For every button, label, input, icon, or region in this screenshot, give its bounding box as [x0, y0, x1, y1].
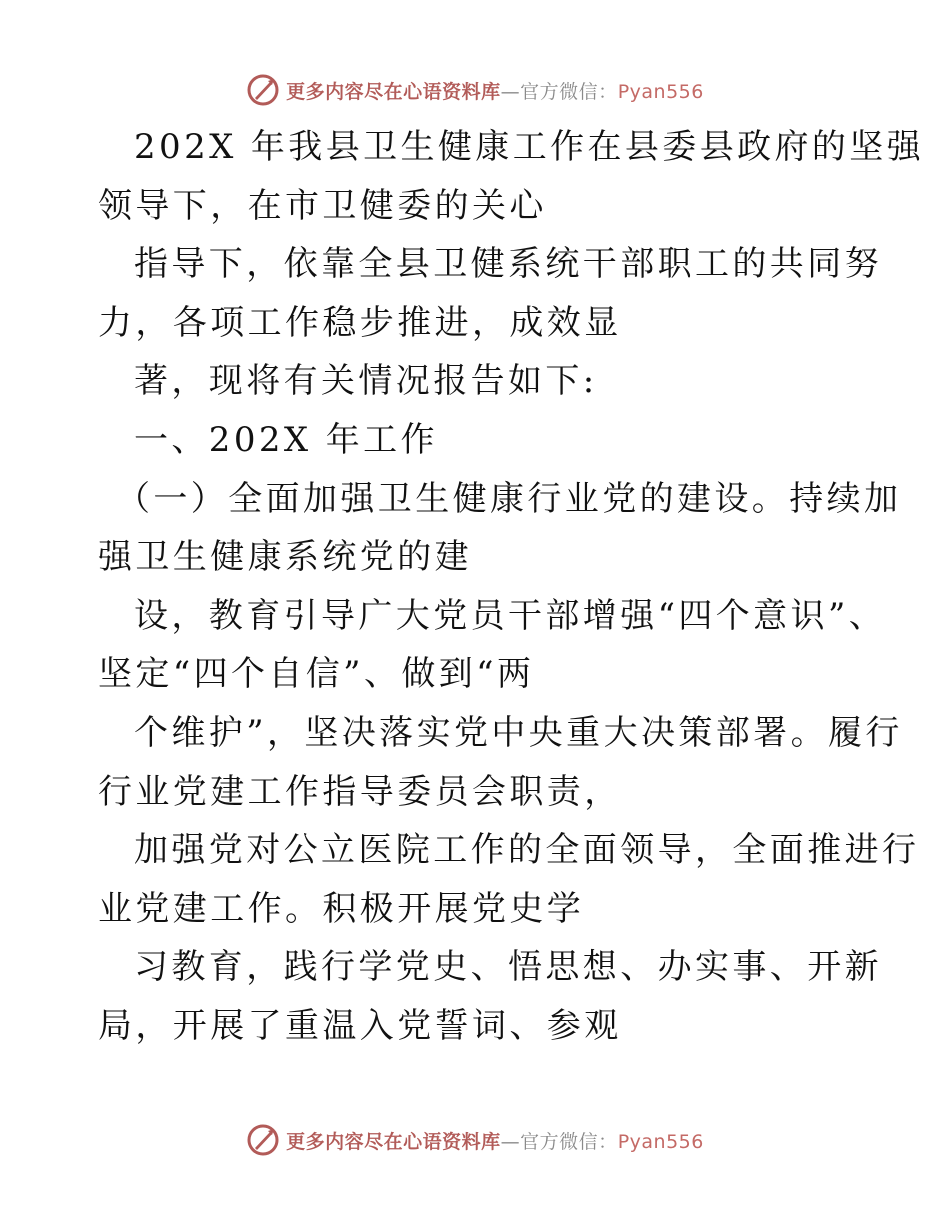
body-line: 行业党建工作指导委员会职责， [98, 771, 622, 812]
body-line: 设，教育引导广大党员干部增强“四个意识”、 [134, 595, 887, 636]
quill-logo-icon [246, 1123, 280, 1157]
watermark-wechat-id: Pyan556 [617, 1130, 704, 1153]
body-line: 指导下，依靠全县卫健系统干部职工的共同努 [134, 244, 882, 285]
body-line: 坚定“四个自信”、做到“两 [98, 654, 535, 695]
quill-logo-icon [246, 73, 280, 107]
footer-watermark [0, 1120, 950, 1160]
watermark-official: —官方微信： [500, 80, 618, 103]
subsection-heading: （一）全面加强卫生健康行业党的建设。持续加 [116, 478, 902, 519]
body-line: 202X 年我县卫生健康工作在县委县政府的坚强 [134, 127, 925, 167]
body-line: 业党建工作。积极开展党史学 [98, 888, 585, 929]
body-line: 力，各项工作稳步推进，成效显 [98, 302, 622, 343]
body-line: 强卫生健康系统党的建 [98, 537, 472, 578]
watermark-library: 更多内容尽在心语资料库 [286, 1130, 501, 1153]
watermark-text [286, 77, 704, 104]
watermark-library: 更多内容尽在心语资料库 [286, 80, 501, 103]
section-heading: 一、202X 年工作 [134, 419, 438, 460]
watermark-text [286, 1127, 704, 1154]
body-line: 领导下，在市卫健委的关心 [98, 185, 547, 226]
body-line: 习教育，践行学党史、悟思想、办实事、开新 [134, 947, 882, 988]
body-line: 个维护”，坚决落实党中央重大决策部署。履行 [134, 712, 903, 753]
watermark-official: —官方微信： [500, 1130, 618, 1153]
watermark-wechat-id: Pyan556 [617, 80, 704, 103]
document-body [98, 118, 925, 1056]
header-watermark [0, 70, 950, 110]
body-line: 加强党对公立医院工作的全面领导，全面推进行 [134, 830, 920, 871]
body-line: 局，开展了重温入党誓词、参观 [98, 1005, 622, 1046]
body-line: 著，现将有关情况报告如下: [134, 361, 598, 402]
